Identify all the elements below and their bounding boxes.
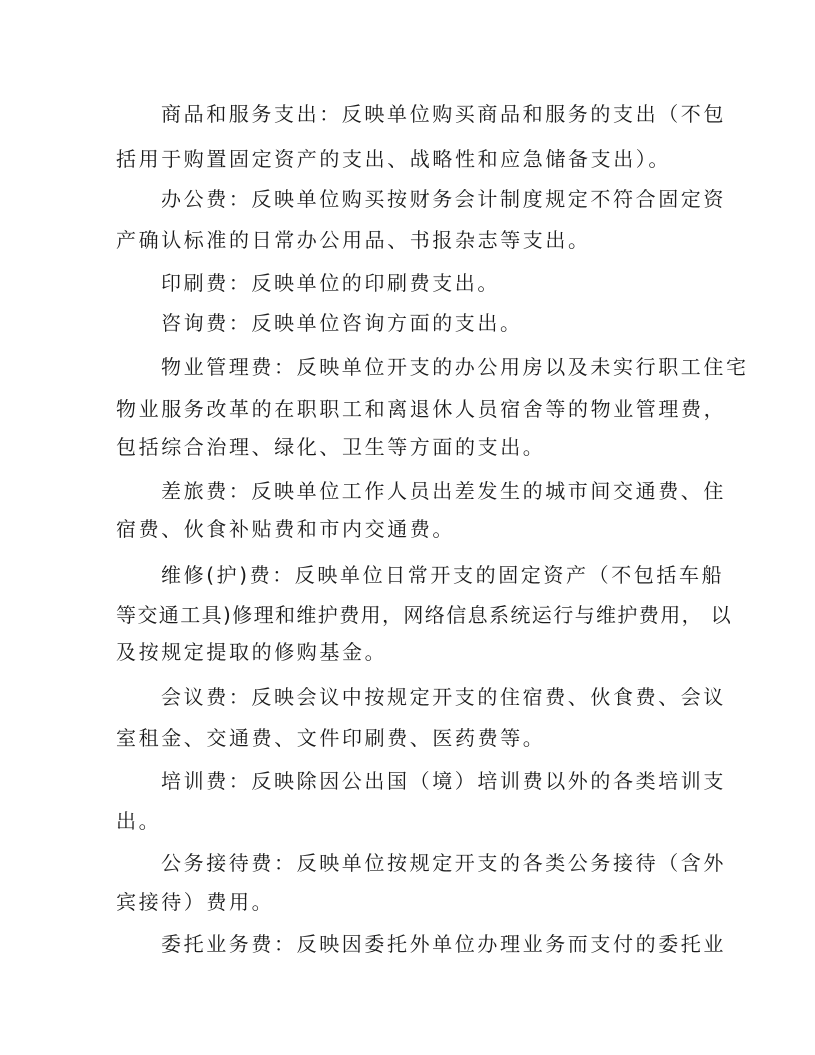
paragraph-line: 物业服务改革的在职职工和离退休人员宿舍等的物业管理费， xyxy=(116,397,727,421)
paragraph-line: 维修(护)费：反映单位日常开支的固定资产（不包括车船 xyxy=(161,563,725,587)
paragraph-line: 会议费：反映会议中按规定开支的住宿费、伙食费、会议 xyxy=(161,685,726,709)
paragraph-line: 商品和服务支出：反映单位购买商品和服务的支出（不包 xyxy=(161,102,726,126)
paragraph-line: 委托业务费：反映因委托外单位办理业务而支付的委托业 xyxy=(161,932,726,956)
paragraph-line: 出。 xyxy=(116,809,162,833)
paragraph-line: 培训费：反映除因公出国（境）培训费以外的各类培训支 xyxy=(161,769,726,793)
paragraph-line: 及按规定提取的修购基金。 xyxy=(116,640,388,664)
paragraph-line: 印刷费：反映单位的印刷费支出。 xyxy=(161,271,500,295)
paragraph-line: 公务接待费：反映单位按规定开支的各类公务接待（含外 xyxy=(161,851,726,875)
paragraph-line: 产确认标准的日常办公用品、书报杂志等支出。 xyxy=(116,228,591,252)
paragraph-line: 咨询费：反映单位咨询方面的支出。 xyxy=(161,311,523,335)
paragraph-line: 办公费：反映单位购买按财务会计制度规定不符合固定资 xyxy=(161,187,726,211)
paragraph-line: 物业管理费：反映单位开支的办公用房以及未实行职工住宅 xyxy=(161,355,749,379)
paragraph-line: 差旅费：反映单位工作人员出差发生的城市间交通费、住 xyxy=(161,479,726,503)
paragraph-line: 等交通工具)修理和维护费用，网络信息系统运行与维护费用， 以 xyxy=(116,603,733,627)
paragraph-line: 室租金、交通费、文件印刷费、医药费等。 xyxy=(116,726,546,750)
paragraph-line: 括用于购置固定资产的支出、战略性和应急储备支出）。 xyxy=(116,147,671,171)
paragraph-line: 宿费、伙食补贴费和市内交通费。 xyxy=(116,517,455,541)
paragraph-line: 宾接待）费用。 xyxy=(116,890,275,914)
paragraph-line: 包括综合治理、绿化、卫生等方面的支出。 xyxy=(116,435,546,459)
